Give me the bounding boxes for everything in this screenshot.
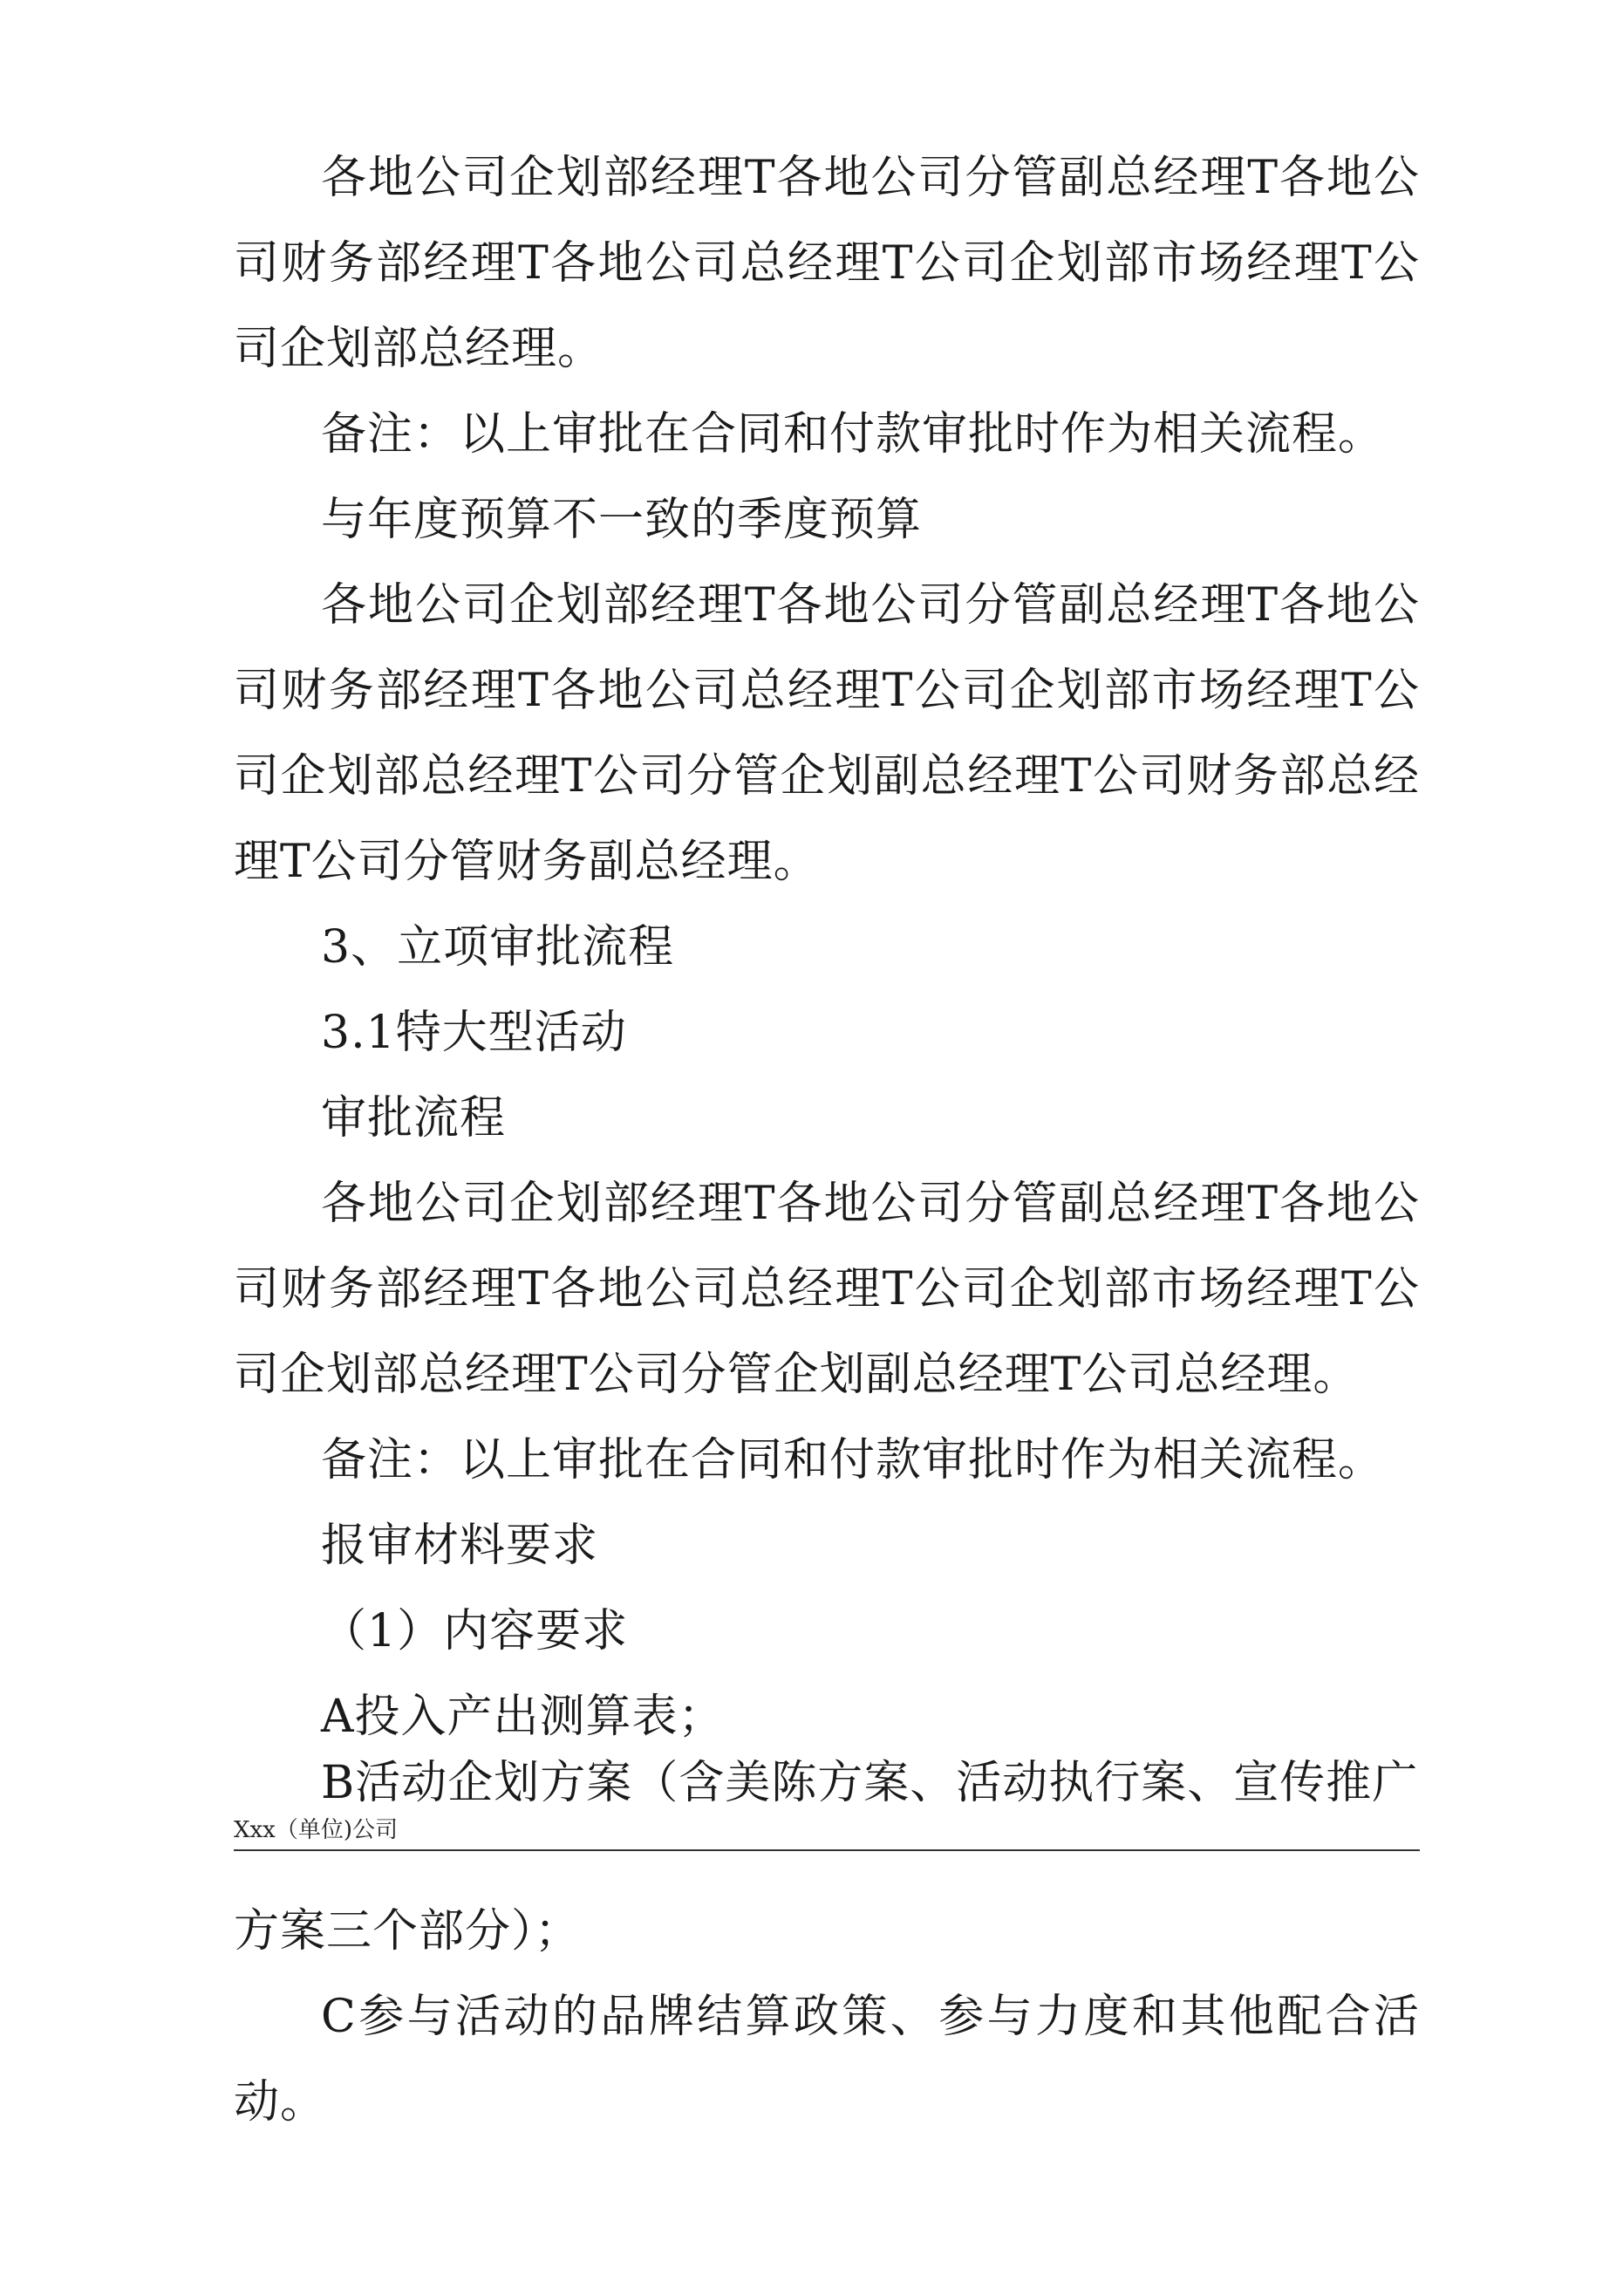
paragraph-approval-chain-1: 各地公司企划部经理T各地公司分管副总经理T各地公司财务部经理T各地公司总经理T公司企划部市场经理T公司企划部总经理。 — [234, 152, 1420, 375]
paragraph-approval-chain-3: 各地公司企划部经理T各地公司分管副总经理T各地公司财务部经理T各地公司总经理T公司企划部市场经理T公司企划部总经理T公司分管企划副总经理T公司总经理。 — [234, 1178, 1420, 1401]
paragraph-note-1: 备注：以上审批在合同和付款审批时作为相关流程。 — [321, 408, 1385, 461]
paragraph-note-2: 备注：以上审批在合同和付款审批时作为相关流程。 — [321, 1434, 1385, 1486]
paragraph-heading-materials: 报审材料要求 — [321, 1520, 599, 1572]
footer-company-name: Xxx（单位)公司 — [234, 1817, 398, 1843]
paragraph-heading-approval-process: 审批流程 — [321, 1092, 507, 1145]
paragraph-approval-chain-2: 各地公司企划部经理T各地公司分管副总经理T各地公司财务部经理T各地公司总经理T公司企划部市场经理T公司企划部总经理T公司分管企划副总经理T公司财务部总经理T公司分管财务副总经理。 — [234, 579, 1420, 888]
paragraph-content-requirements: （1）内容要求 — [321, 1605, 629, 1657]
list-item-c: C参与活动的品牌结算政策、参与力度和其他配合活动。 — [234, 1991, 1420, 2129]
page-footer — [234, 1814, 1420, 1851]
list-item-b: B活动企划方案（含美陈方案、活动执行案、宣传推广 — [321, 1757, 1419, 1809]
section-heading-3: 3、立项审批流程 — [321, 921, 675, 974]
section-heading-3-1: 3.1特大型活动 — [321, 1007, 627, 1059]
list-item-a: A投入产出测算表； — [321, 1691, 725, 1743]
paragraph-heading-quarterly-budget: 与年度预算不一致的季度预算 — [321, 494, 923, 546]
list-item-b-continuation: 方案三个部分）； — [234, 1905, 582, 1958]
